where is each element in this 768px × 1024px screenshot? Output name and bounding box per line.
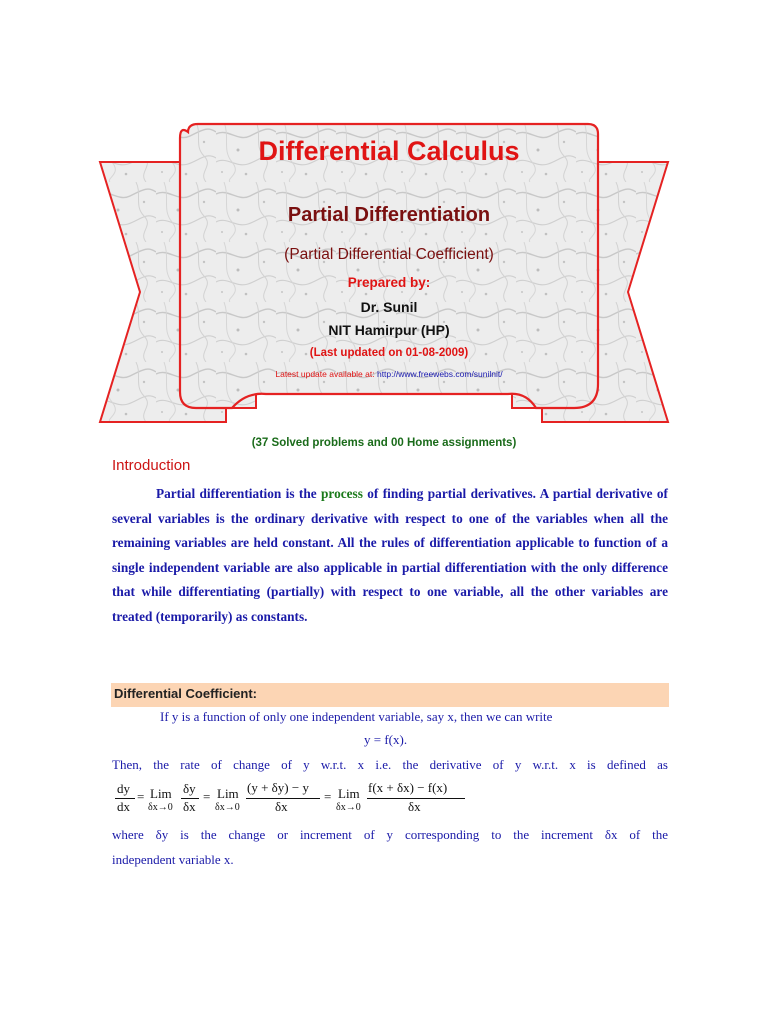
eq-dy: dy xyxy=(117,781,130,796)
dc-line-2: y = f(x). xyxy=(364,732,408,747)
dc-line-3: Then, the rate of change of y w.r.t. x i.e. the derivative of y w.r.t. x is defined as xyxy=(112,757,668,772)
last-updated-note: (Last updated on 01-08-2009) xyxy=(309,347,469,359)
eq-lim-sub-3: δx→0 xyxy=(336,802,361,813)
eq-lim-1: Lim xyxy=(150,786,172,801)
author-name: Dr. Sunil xyxy=(360,299,418,315)
dc-line-4: where δy is the change or increment of y corresponding to the increment δx of the xyxy=(112,827,668,842)
eq-equals-1: = xyxy=(137,789,145,804)
differential-coefficient-heading: Differential Coefficient: xyxy=(114,686,258,701)
latest-update-prefix: Latest update available at: xyxy=(275,369,377,379)
banner-text-block xyxy=(180,122,598,412)
title-banner xyxy=(96,122,672,427)
eq-lim-sub-1: δx→0 xyxy=(148,802,173,813)
eq-lim-2: Lim xyxy=(217,786,239,801)
solved-problems-note: (37 Solved problems and 00 Home assignments) xyxy=(251,437,517,449)
latest-update-line xyxy=(180,369,598,379)
dc-line-5: independent variable x. xyxy=(112,852,234,867)
derivative-limit-equation xyxy=(112,778,492,818)
introduction-paragraph xyxy=(112,482,668,630)
eq-numerator-2: (y + δy) − y xyxy=(247,780,309,795)
prepared-by-label: Prepared by: xyxy=(347,275,431,290)
latest-update-link[interactable]: http://www.freewebs.com/sunilnit/ xyxy=(376,369,503,379)
document-subtitle-note: (Partial Differential Coefficient) xyxy=(284,246,494,263)
eq-delta-x-2: δx xyxy=(275,799,288,814)
intro-text-part2: of finding partial derivatives. A partial derivative of several variables is the ordinary derivative with respect to one of the variables when all the remaining variables are held constant. All the rules of differentiation applicable to function of a single independent variable are also applicable in partial differentiation with the only difference that while differentiating (partially) with respect to one variable, all the other variables are treated (temporarily) as constants. xyxy=(112,486,668,624)
eq-equals-3: = xyxy=(324,789,332,804)
author-institute: NIT Hamirpur (HP) xyxy=(328,322,450,338)
eq-delta-x-1: δx xyxy=(183,799,196,814)
introduction-heading: Introduction xyxy=(112,457,191,474)
eq-lim-3: Lim xyxy=(338,786,360,801)
eq-dx: dx xyxy=(117,799,130,814)
eq-delta-y: δy xyxy=(183,781,196,796)
document-title: Differential Calculus xyxy=(258,136,520,166)
eq-numerator-3: f(x + δx) − f(x) xyxy=(368,780,448,795)
document-subtitle: Partial Differentiation xyxy=(287,204,491,226)
differential-coefficient-heading-bar xyxy=(111,683,669,707)
eq-delta-x-3: δx xyxy=(408,799,421,814)
dc-line-1: If y is a function of only one independent variable, say x, then we can write xyxy=(160,709,553,724)
eq-lim-sub-2: δx→0 xyxy=(215,802,240,813)
intro-text-process: process xyxy=(321,486,363,501)
intro-text-part1: Partial differentiation is the xyxy=(156,486,322,501)
eq-equals-2: = xyxy=(203,789,211,804)
